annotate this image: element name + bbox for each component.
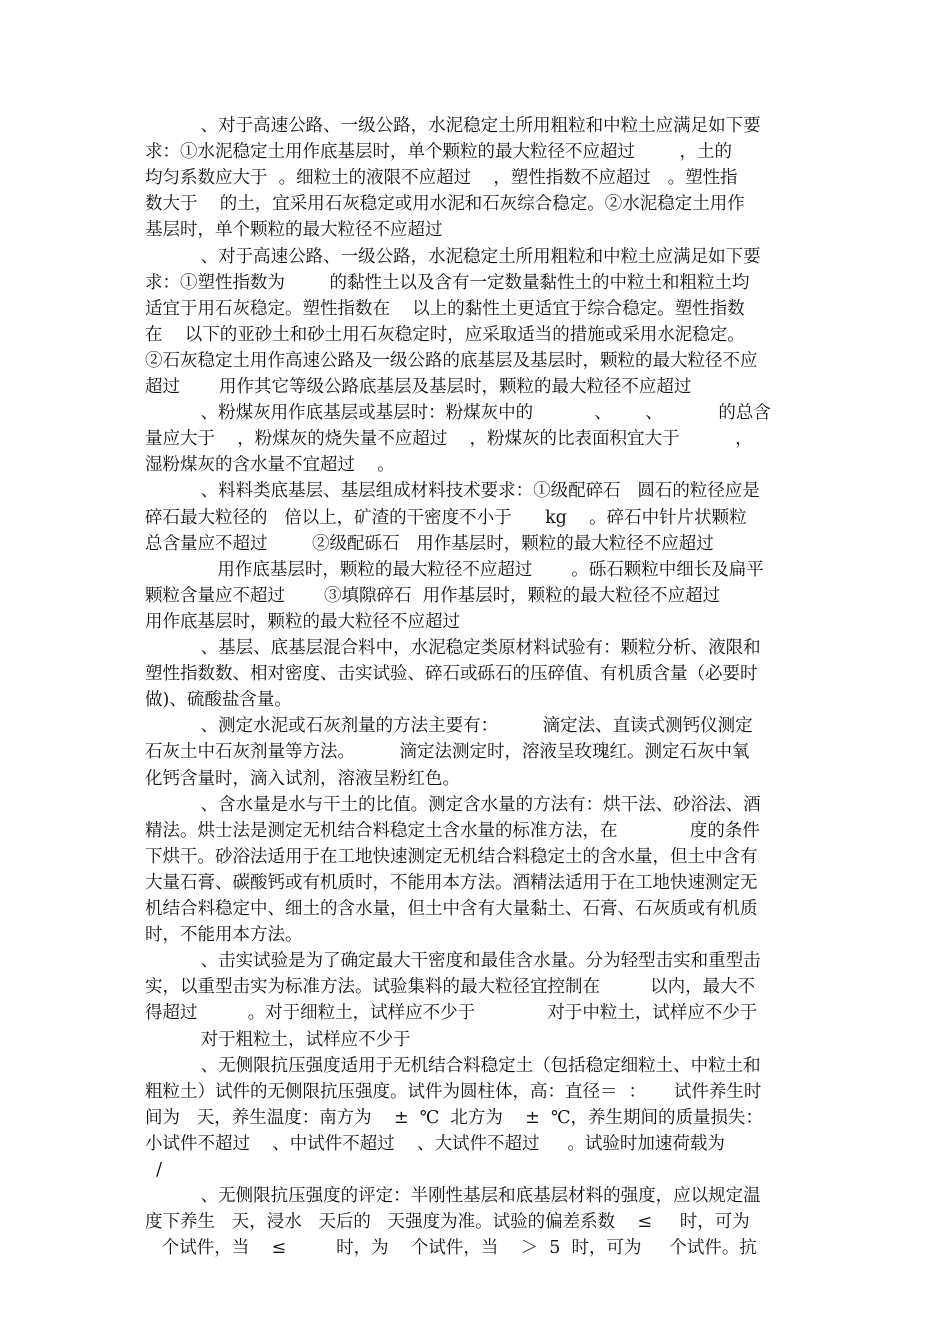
text-line: 间为 天，养生温度：南方为 ± ℃ 北方为 ± ℃，养生期间的质量损失： xyxy=(145,1107,764,1128)
text-line: 数大于 的土，宜采用石灰稳定或用水泥和石灰综合稳定。②水泥稳定土用作 xyxy=(145,194,745,215)
text-line: 度下养生 天，浸水 天后的 天强度为准。试验的偏差系数 ≤ 时，可为 xyxy=(145,1212,750,1233)
text-line: 、含水量是水与干土的比值。测定含水量的方法有：烘干法、砂浴法、酒 xyxy=(145,794,761,815)
text-line: 用作底基层时，颗粒的最大粒径不应超过 xyxy=(145,611,460,632)
text-line: 精法。烘士法是测定无机结合料稳定土含水量的标准方法，在 度的条件 xyxy=(145,820,760,841)
text-line: 均匀系数应大于 。细粒土的液限不应超过 ，塑性指数不应超过 。塑性指 xyxy=(145,168,738,189)
text-line: 对于粗粒土，试样应不少于 xyxy=(145,1029,411,1050)
text-line: 机结合料稳定中、细土的含水量，但土中含有大量黏土、石膏、石灰质或有机质 xyxy=(145,899,758,919)
text-line: 、对于高速公路、一级公路，水泥稳定土所用粗粒和中粒土应满足如下要 xyxy=(145,246,761,267)
text-line: 碎石最大粒径的 倍以上，矿渣的干密度不小于 kg 。碎石中针片状颗粒 xyxy=(145,507,747,528)
text-line: 、无侧限抗压强度的评定：半刚性基层和底基层材料的强度，应以规定温 xyxy=(145,1186,761,1207)
text-line: 小试件不超过 、中试件不超过 、大试件不超过 。试验时加速荷载为 xyxy=(145,1133,725,1154)
text-line: ②石灰稳定土用作高速公路及一级公路的底基层及基层时，颗粒的最大粒径不应 xyxy=(145,350,758,371)
text-line: 颗粒含量应不超过 ③填隙碎石 用作基层时，颗粒的最大粒径不应超过 xyxy=(145,585,721,606)
text-line: 化钙含量时，滴入试剂，溶液呈粉红色。 xyxy=(145,768,460,789)
text-line: 、粉煤灰用作底基层或基层时：粉煤灰中的 、 、 的总含 xyxy=(145,403,771,424)
text-line: 湿粉煤灰的含水量不宜超过 。 xyxy=(145,455,395,476)
text-line: 基层时，单个颗粒的最大粒径不应超过 xyxy=(145,220,443,241)
text-line: 适宜于用石灰稳定。塑性指数在 以上的黏性土更适宜于综合稳定。塑性指数 xyxy=(145,298,745,319)
text-line: 实，以重型击实为标准方法。试验集料的最大粒径宜控制在 以内，最大不 xyxy=(145,977,756,998)
text-line: 、料料类底基层、基层组成材料技术要求：①级配碎石 圆石的粒径应是 xyxy=(145,481,760,502)
text-line: 得超过 。对于细粒土，试样应不少于 对于中粒土，试样应不少于 xyxy=(145,1003,758,1024)
text-line: 、无侧限抗压强度适用于无机结合料稳定土（包括稳定细粒土、中粒土和 xyxy=(145,1055,761,1076)
text-line: / xyxy=(145,1160,163,1180)
text-line: 总含量应不超过 ②级配砾石 用作基层时，颗粒的最大粒径不应超过 xyxy=(145,533,714,554)
text-line: 下烘干。砂浴法适用于在工地快速测定无机结合料稳定土的含水量，但土中含有 xyxy=(145,846,758,867)
text-line: 求：①水泥稳定土用作底基层时，单个颗粒的最大粒径不应超过 ，土的 xyxy=(145,142,732,163)
text-line: 用作底基层时，颗粒的最大粒径不应超过 。砾石颗粒中细长及扁平 xyxy=(145,559,764,580)
text-line: 粗粒土）试件的无侧限抗压强度。试件为圆柱体，高：直径＝ ： 试件养生时 xyxy=(145,1081,762,1102)
text-line: 做)、硫酸盐含量。 xyxy=(145,690,292,711)
text-line: 、测定水泥或石灰剂量的方法主要有： 滴定法、直读式测钙仪测定 xyxy=(145,716,753,737)
text-line: 量应大于 ，粉煤灰的烧失量不应超过 ，粉煤灰的比表面积宜大于 ， xyxy=(145,429,753,450)
text-line: 个试件，当 ≤ 时，为 个试件，当 ＞ 5 时，可为 个试件。抗 xyxy=(145,1238,757,1259)
text-line: 求：①塑性指数为 的黏性土以及含有一定数量黏性土的中粒土和粗粒土均 xyxy=(145,272,750,293)
text-line: 大量石膏、碳酸钙或有机质时，不能用本方法。酒精法适用于在工地快速测定无 xyxy=(145,872,758,893)
text-line: 石灰土中石灰剂量等方法。 滴定法测定时，溶液呈玫瑰红。测定石灰中氧 xyxy=(145,742,750,763)
text-line: 超过 用作其它等级公路底基层及基层时，颗粒的最大粒径不应超过 xyxy=(145,377,692,397)
text-line: 、基层、底基层混合料中，水泥稳定类原材料试验有：颗粒分析、液限和 xyxy=(145,638,761,658)
text-line: 在 以下的亚砂土和砂土用石灰稳定时，应采取适当的措施或采用水泥稳定。 xyxy=(145,324,745,345)
text-line: 、对于高速公路、一级公路，水泥稳定土所用粗粒和中粒土应满足如下要 xyxy=(145,116,761,136)
text-line: 时，不能用本方法。 xyxy=(145,925,303,946)
text-line: 塑性指数数、相对密度、击实试验、碎石或砾石的压碎值、有机质含量（必要时 xyxy=(145,664,758,685)
text-line: 、击实试验是为了确定最大干密度和最佳含水量。分为轻型击实和重型击 xyxy=(145,951,761,972)
